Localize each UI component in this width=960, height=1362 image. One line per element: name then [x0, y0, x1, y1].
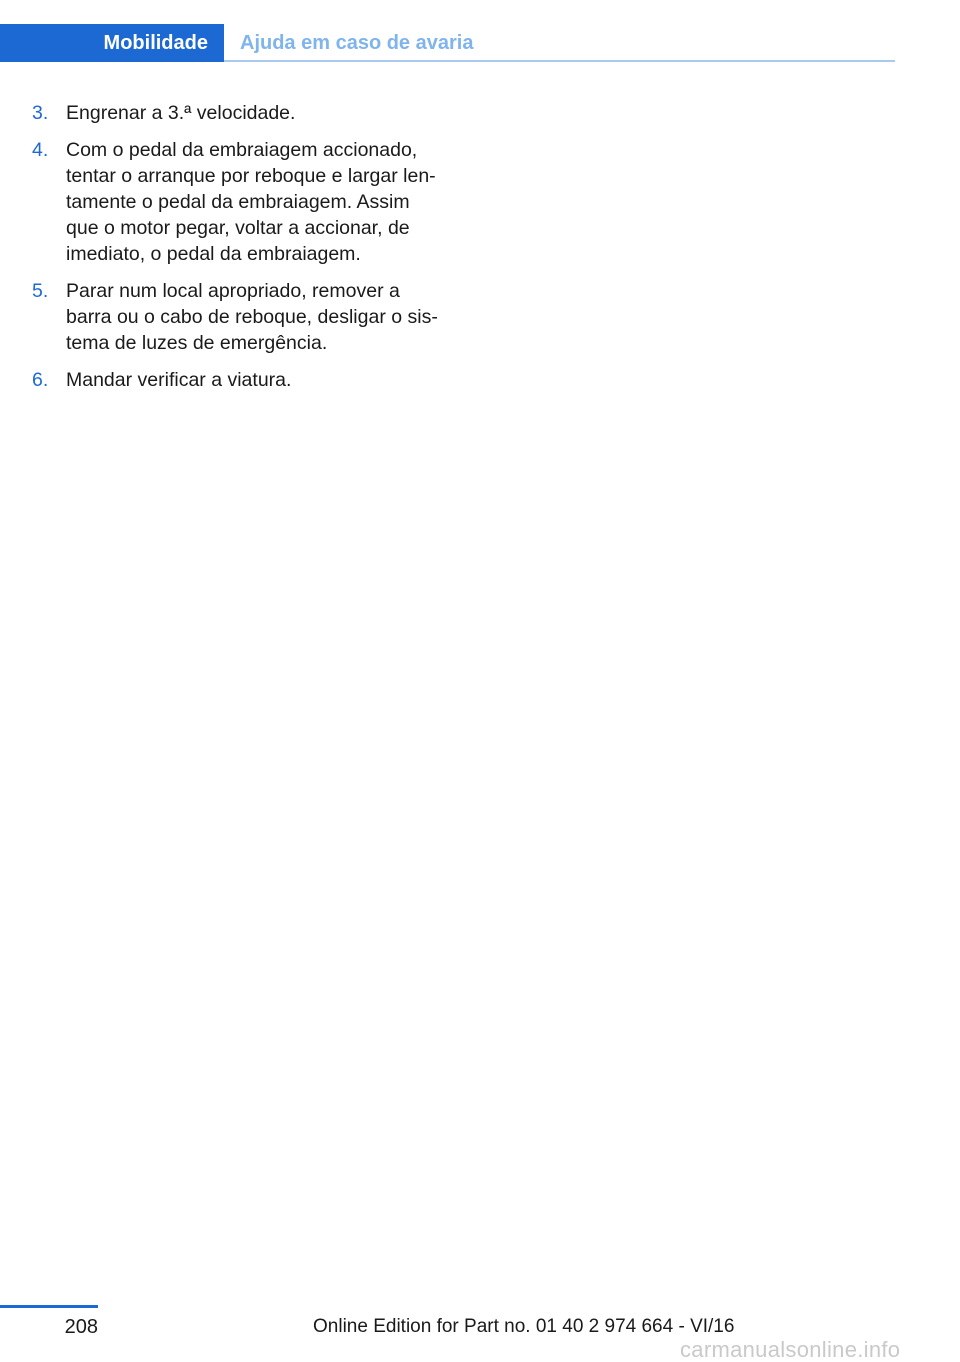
instruction-list: [32, 100, 452, 404]
step-line: que o motor pegar, voltar a accionar, de: [66, 217, 410, 239]
section-title[interactable]: Mobilidade: [103, 32, 208, 54]
step-text: [66, 278, 452, 356]
step-line: Engrenar a 3.ª velocidade.: [66, 102, 296, 124]
chapter-title[interactable]: Ajuda em caso de avaria: [240, 32, 474, 54]
step-text: [66, 367, 452, 393]
step-line: barra ou o cabo de reboque, desligar o sis‐: [66, 306, 438, 328]
edition-note: Online Edition for Part no. 01 40 2 974 664 - VI/16: [313, 1316, 735, 1337]
step-line: tentar o arranque por reboque e largar len‐: [66, 165, 436, 187]
step-text: [66, 100, 452, 126]
page-number: 208: [64, 1316, 98, 1338]
step-line: Mandar verificar a viatura.: [66, 369, 292, 391]
page-header: [0, 24, 895, 62]
step-text: [66, 137, 452, 267]
step-number: 5.: [32, 280, 49, 302]
footer-divider: [0, 1305, 98, 1308]
step-item: [32, 100, 452, 126]
step-item: [32, 137, 452, 267]
header-divider: [224, 60, 895, 62]
step-number: 4.: [32, 139, 49, 161]
step-number: 3.: [32, 102, 49, 124]
step-number: 6.: [32, 369, 49, 391]
step-line: Com o pedal da embraiagem accionado,: [66, 139, 418, 161]
step-item: [32, 278, 452, 356]
step-line: imediato, o pedal da embraiagem.: [66, 243, 361, 265]
watermark: carmanualsonline.info: [680, 1337, 901, 1362]
step-item: [32, 367, 452, 393]
step-line: tamente o pedal da embraiagem. Assim: [66, 191, 410, 213]
step-line: tema de luzes de emergência.: [66, 332, 328, 354]
step-line: Parar num local apropriado, remover a: [66, 280, 400, 302]
